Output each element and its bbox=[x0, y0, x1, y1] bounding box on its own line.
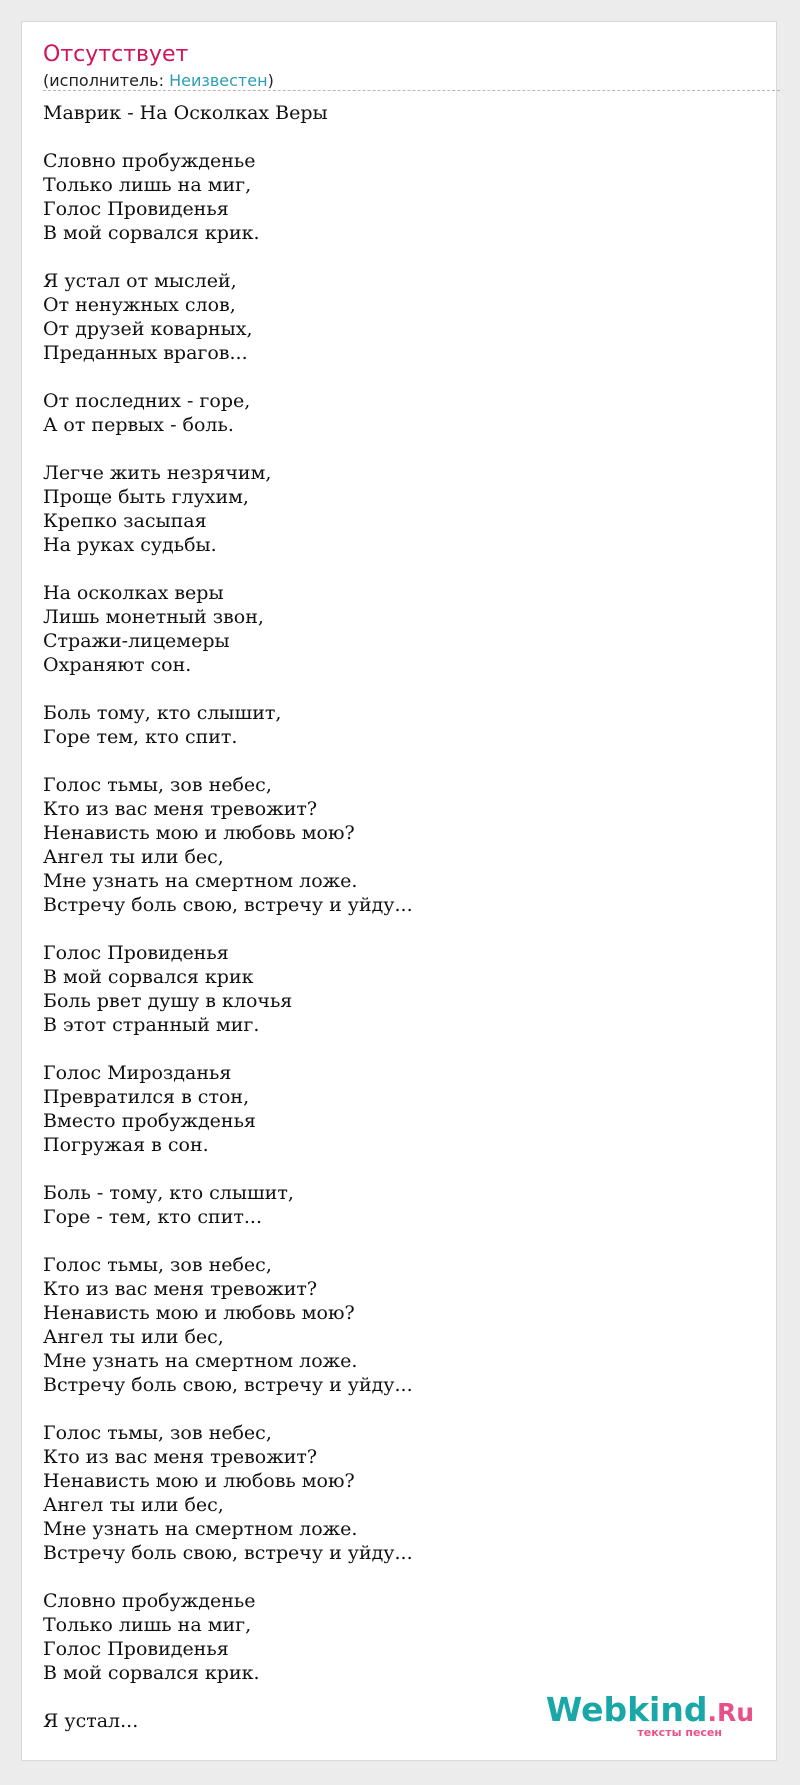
lyric-line: А от первых - боль. bbox=[43, 414, 234, 436]
lyrics-text bbox=[43, 101, 743, 1733]
stanza-gap bbox=[43, 749, 743, 773]
lyric-line: Ангел ты или бес, bbox=[43, 1494, 224, 1516]
logo-tld: .Ru bbox=[707, 1698, 754, 1727]
lyric-line: Горе - тем, кто спит... bbox=[43, 1206, 263, 1228]
artist-prefix: (исполнитель: bbox=[43, 71, 170, 90]
lyric-line: Мне узнать на смертном ложе. bbox=[43, 1518, 358, 1540]
lyric-line: Горе тем, кто спит. bbox=[43, 726, 238, 748]
lyric-line: Голос тьмы, зов небес, bbox=[43, 1254, 272, 1276]
lyric-line: Крепко засыпая bbox=[43, 510, 207, 532]
lyric-line: От последних - горе, bbox=[43, 390, 251, 412]
lyric-line: Только лишь на миг, bbox=[43, 174, 252, 196]
stanza-gap bbox=[43, 437, 743, 461]
stanza bbox=[43, 581, 743, 677]
artist-link[interactable]: Неизвестен bbox=[169, 71, 268, 90]
stanza-gap bbox=[43, 917, 743, 941]
lyric-line: Ненависть мою и любовь мою? bbox=[43, 1470, 355, 1492]
lyric-line: Боль тому, кто слышит, bbox=[43, 702, 282, 724]
stanza-gap bbox=[43, 1565, 743, 1589]
lyric-line: Ангел ты или бес, bbox=[43, 1326, 224, 1348]
stanza bbox=[43, 461, 743, 557]
stanza bbox=[43, 389, 743, 437]
stanza bbox=[43, 1181, 743, 1229]
logo-tagline: тексты песен bbox=[637, 1726, 722, 1739]
lyric-line: В этот странный миг. bbox=[43, 1014, 260, 1036]
lyric-line: От друзей коварных, bbox=[43, 318, 253, 340]
stanza bbox=[43, 941, 743, 1037]
stanza-gap bbox=[43, 677, 743, 701]
lyric-line: В мой сорвался крик bbox=[43, 966, 254, 988]
stanza bbox=[43, 269, 743, 365]
lyric-line: Лишь монетный звон, bbox=[43, 606, 264, 628]
lyric-line: Словно пробужденье bbox=[43, 150, 256, 172]
stanza-gap bbox=[43, 1157, 743, 1181]
stanza bbox=[43, 1253, 743, 1397]
song-title: Отсутствует bbox=[43, 42, 189, 67]
stanza bbox=[43, 773, 743, 917]
stanza-gap bbox=[43, 1229, 743, 1253]
lyric-line: Охраняют сон. bbox=[43, 654, 192, 676]
lyric-line: Голос Провиденья bbox=[43, 1638, 229, 1660]
lyric-line: Боль - тому, кто слышит, bbox=[43, 1182, 294, 1204]
stanza-gap bbox=[43, 557, 743, 581]
stanza bbox=[43, 701, 743, 749]
lyric-line: Только лишь на миг, bbox=[43, 1614, 252, 1636]
lyric-line: Мне узнать на смертном ложе. bbox=[43, 870, 358, 892]
lyric-line: На руках судьбы. bbox=[43, 534, 217, 556]
lyric-line: Погружая в сон. bbox=[43, 1134, 209, 1156]
lyric-line: Я устал от мыслей, bbox=[43, 270, 237, 292]
stanza-gap bbox=[43, 1037, 743, 1061]
lyric-line: Я устал... bbox=[43, 1710, 139, 1732]
lyric-line: Вместо пробужденья bbox=[43, 1110, 256, 1132]
lyrics-card bbox=[21, 21, 777, 1761]
lyric-line: Голос тьмы, зов небес, bbox=[43, 774, 272, 796]
stanza-gap bbox=[43, 245, 743, 269]
lyrics-heading: Маврик - На Осколках Веры bbox=[43, 102, 328, 124]
stanza-gap bbox=[43, 125, 743, 149]
lyric-line: Голос Провиденья bbox=[43, 942, 229, 964]
lyric-line: Голос тьмы, зов небес, bbox=[43, 1422, 272, 1444]
logo-word: Webkind bbox=[545, 1690, 708, 1729]
webkind-logo[interactable] bbox=[545, 1690, 754, 1740]
lyric-line: В мой сорвался крик. bbox=[43, 1662, 260, 1684]
lyrics-stanzas bbox=[43, 125, 743, 1733]
dashed-divider bbox=[43, 90, 780, 91]
lyric-line: Встречу боль свою, встречу и уйду... bbox=[43, 1374, 413, 1396]
lyric-line: Ненависть мою и любовь мою? bbox=[43, 822, 355, 844]
lyric-line: В мой сорвался крик. bbox=[43, 222, 260, 244]
lyric-line: Стражи-лицемеры bbox=[43, 630, 230, 652]
lyric-line: Боль рвет душу в клочья bbox=[43, 990, 293, 1012]
lyric-line: Голос Мирозданья bbox=[43, 1062, 232, 1084]
artist-line bbox=[43, 71, 274, 90]
stanza bbox=[43, 1421, 743, 1565]
stanza bbox=[43, 1589, 743, 1685]
artist-suffix: ) bbox=[267, 71, 274, 90]
lyric-line: Проще быть глухим, bbox=[43, 486, 249, 508]
stanza bbox=[43, 149, 743, 245]
lyric-line: Кто из вас меня тревожит? bbox=[43, 1278, 318, 1300]
lyric-line: Легче жить незрячим, bbox=[43, 462, 272, 484]
stanza-gap bbox=[43, 1397, 743, 1421]
lyric-line: Кто из вас меня тревожит? bbox=[43, 798, 318, 820]
lyric-line: Мне узнать на смертном ложе. bbox=[43, 1350, 358, 1372]
lyric-line: Встречу боль свою, встречу и уйду... bbox=[43, 894, 413, 916]
lyric-line: Словно пробужденье bbox=[43, 1590, 256, 1612]
lyric-line: Встречу боль свою, встречу и уйду... bbox=[43, 1542, 413, 1564]
lyric-line: Превратился в стон, bbox=[43, 1086, 250, 1108]
lyric-line: Кто из вас меня тревожит? bbox=[43, 1446, 318, 1468]
lyric-line: На осколках веры bbox=[43, 582, 224, 604]
lyric-line: Голос Провиденья bbox=[43, 198, 229, 220]
lyric-line: Ангел ты или бес, bbox=[43, 846, 224, 868]
lyric-line: От ненужных слов, bbox=[43, 294, 236, 316]
stanza bbox=[43, 1061, 743, 1157]
lyric-line: Преданных врагов... bbox=[43, 342, 248, 364]
lyric-line: Ненависть мою и любовь мою? bbox=[43, 1302, 355, 1324]
stanza-gap bbox=[43, 365, 743, 389]
